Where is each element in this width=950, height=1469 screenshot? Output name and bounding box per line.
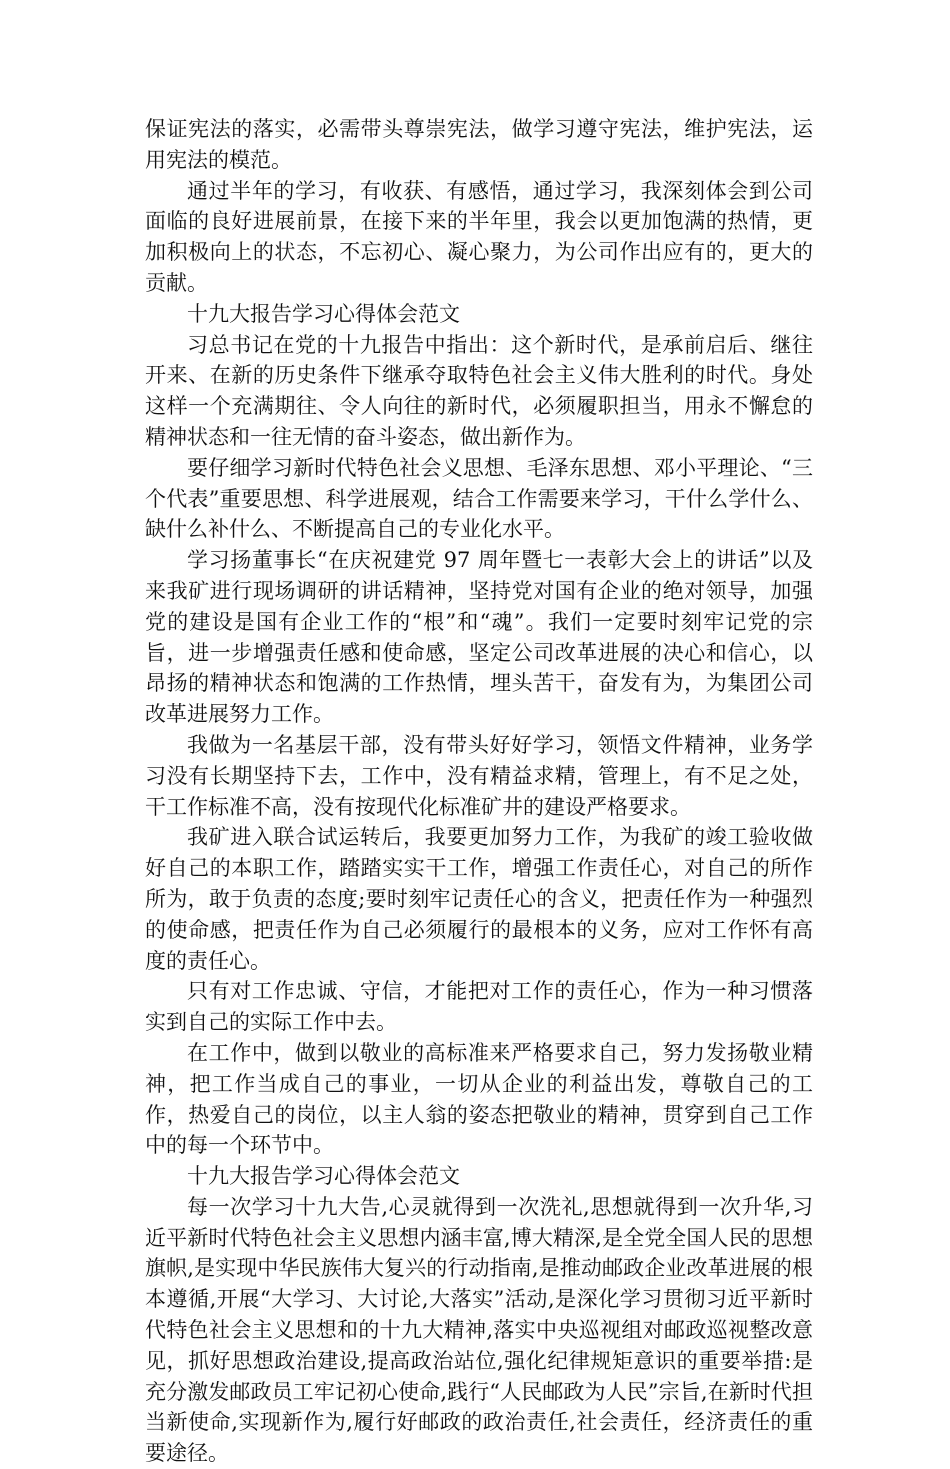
paragraph: 我做为一名基层干部，没有带头好好学习，领悟文件精神，业务学习没有长期坚持下去，工作中，没有精益求精，管理上，有不足之处，干工作标准不高，没有按现代化标准矿井的建设严格要求。 (145, 732, 813, 819)
paragraph: 保证宪法的落实，必需带头尊崇宪法，做学习遵守宪法，维护宪法，运用宪法的模范。 (145, 117, 813, 172)
paragraph: 每一次学习十九大告,心灵就得到一次洗礼,思想就得到一次升华,习近平新时代特色社会主义思想内涵丰富,博大精深,是全党全国人民的思想旗帜,是实现中华民族伟大复兴的行动指南,是推动邮政企业改革进展的根本遵循,开展“大学习、大讨论,大落实”活动,是深化学习贯彻习近平新时代特色社会主义思想和的十九大精神,落实中央巡视组对邮政巡视整改意见，抓好思想政治建设,提高政治站位,强化纪律规矩意识的重要举措:是充分激发邮政员工牢记初心使命,践行“人民邮政为人民”宗旨,在新时代担当新使命,实现新作为,履行好邮政的政治责任,社会责任，经济责任的重要途径。 (145, 1194, 813, 1466)
paragraph: 习总书记在党的十九报告中指出：这个新时代，是承前启后、继往开来、在新的历史条件下继承夺取特色社会主义伟大胜利的时代。身处这样一个充满期往、令人向往的新时代，必须履职担当，用永不懈怠的精神状态和一往无情的奋斗姿态，做出新作为。 (145, 332, 813, 449)
paragraph: 通过半年的学习，有收获、有感悟，通过学习，我深刻体会到公司面临的良好进展前景，在接下来的半年里，我会以更加饱满的热情，更加积极向上的状态，不忘初心、凝心聚力，为公司作出应有的，更大的贡献。 (145, 178, 813, 295)
document-page (145, 114, 813, 1469)
paragraph: 要仔细学习新时代特色社会义思想、毛泽东思想、邓小平理论、“三个代表”重要思想、科学进展观，结合工作需要来学习，干什么学什么、缺什么补什么、不断提高自己的专业化水平。 (145, 455, 813, 542)
section-heading: 十九大报告学习心得体会范文 (187, 301, 460, 326)
paragraph: 只有对工作忠诚、守信，才能把对工作的责任心，作为一种习惯落实到自己的实际工作中去。 (145, 979, 813, 1035)
paragraph: 我矿进入联合试运转后，我要更加努力工作，为我矿的竣工验收做好自己的本职工作，踏踏实实干工作，增强工作责任心，对自己的所作所为，敢于负责的态度;要时刻牢记责任心的含义，把责任作为一种强烈的使命感，把责任作为自己必须履行的最根本的义务，应对工作怀有高度的责任心。 (145, 825, 813, 973)
paragraph: 学习扬董事长“在庆祝建党 97 周年暨七一表彰大会上的讲话”以及来我矿进行现场调研的讲话精神，坚持党对国有企业的绝对领导，加强党的建设是国有企业工作的“根”和“魂”。我们一定要时刻牢记党的宗旨，进一步增强责任感和使命感，坚定公司改革进展的决心和信心，以昂扬的精神状态和饱满的工作热情，埋头苦干，奋发有为，为集团公司改革进展努力工作。 (145, 548, 813, 727)
section-heading: 十九大报告学习心得体会范文 (187, 1164, 460, 1189)
paragraph: 在工作中，做到以敬业的高标准来严格要求自己，努力发扬敬业精神，把工作当成自己的事业，一切从企业的利益出发，尊敬自己的工作，热爱自己的岗位，以主人翁的姿态把敬业的精神，贯穿到自己工作中的每一个环节中。 (145, 1040, 813, 1158)
